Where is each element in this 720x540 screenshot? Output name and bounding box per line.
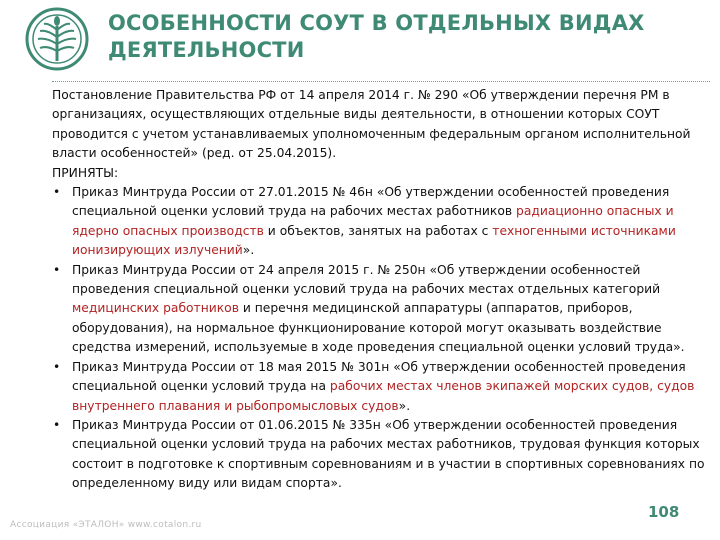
item-text: Приказ Минтруда России от 24 апреля 2015 г. № 250н «Об утверждении особенностей проведения специальной оценки условий труда на рабочих местах отдельных категорий [72,262,661,297]
item-text: ». [398,398,411,413]
list-item [52,261,707,358]
bullet-icon: • [53,262,61,277]
bullet-icon: • [53,185,61,200]
page-number: 108 [648,503,680,521]
item-highlight: медицинских работников [72,301,239,316]
item-text: Приказ Минтруда России от 27.01.2015 № 46н «Об утверждении особенностей проведения специальной оценки условий труда на рабочих местах работников [72,185,670,219]
item-text: ». [242,243,255,258]
item-highlight: радиационно опасных и ядерно опасных производств [72,204,674,238]
logo [18,6,96,72]
item-highlight: рабочих местах членов экипажей морских судов, судов внутреннего плавания и рыбопромысловых судов [72,379,695,413]
title-divider [52,81,710,82]
footer-text: Ассоциация «ЭТАЛОН» www.cotalon.ru [10,520,202,530]
list-item [52,358,707,416]
item-text: Приказ Минтруда России от 18 мая 2015 № 301н «Об утверждении особенностей проведения специальной оценки условий труда на [72,359,686,394]
item-text: Приказ Минтруда России от 01.06.2015 № 335н «Об утверждении особенностей проведения специальной оценки условий труда на рабочих местах работников, трудовая функция которых состоит в подготовке к спортивным соревнованиям и в участии в спортивных соревнованиях по определенному виду или видам спорта». [72,417,705,491]
item-highlight: техногенными источниками ионизирующих излучений [72,223,676,258]
slide-body [52,86,707,494]
orders-list [52,183,707,494]
bullet-icon: • [53,417,61,432]
item-text: и перечня медицинской аппаратуры (аппаратов, приборов, оборудования), на нормальное функционирование которой могут оказывать воздействие средства измерений, используемые в ходе проведения специальной оценки условий труда». [72,301,685,355]
intro-paragraph: Постановление Правительства РФ от 14 апреля 2014 г. № 290 «Об утверждении перечня РМ в организациях, осуществляющих отдельные виды деятельности, в отношении которых СОУТ проводится с учетом устанавливаемых уполномоченным федеральным органом исполнительной власти особенностей» (ред. от 25.04.2015). [52,88,691,161]
bullet-icon: • [53,359,61,374]
item-text: и объектов, занятых на работах с [263,223,493,238]
association-emblem-icon [18,6,96,72]
list-item [52,416,707,494]
list-item [52,183,707,261]
page-title: ОСОБЕННОСТИ СОУТ В ОТДЕЛЬНЫХ ВИДАХ ДЕЯТЕЛЬНОСТИ [108,11,645,62]
adopted-heading: ПРИНЯТЫ: [52,165,119,180]
